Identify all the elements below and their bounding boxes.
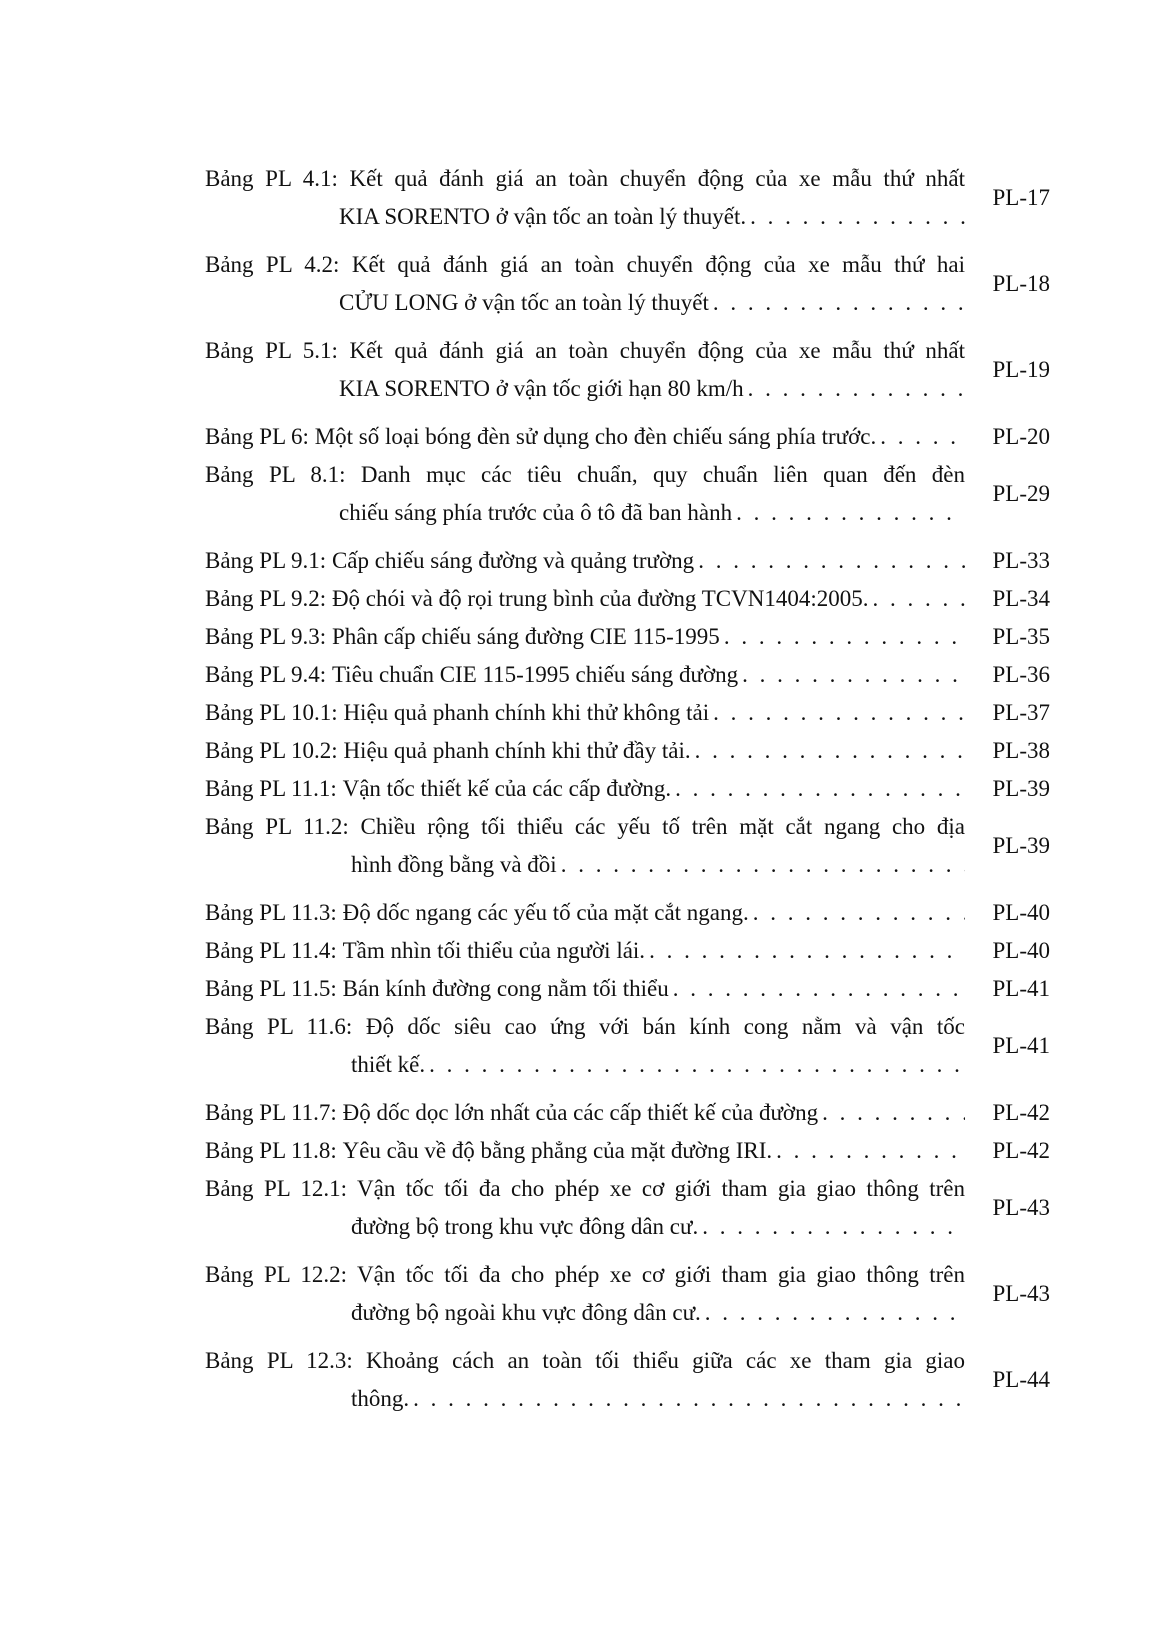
toc-entry[interactable]: [205, 1008, 1050, 1084]
leader-dots: [880, 418, 965, 456]
toc-entry-page: PL-33: [992, 548, 1050, 573]
leader-dots: [713, 284, 965, 322]
leader-dots: [695, 732, 965, 770]
toc-entry-page: PL-35: [992, 624, 1050, 649]
toc-entry-page: PL-19: [992, 357, 1050, 382]
toc-entry[interactable]: [205, 618, 1050, 656]
toc-entry[interactable]: [205, 418, 1050, 456]
toc-entry-label: Bảng PL 11.3:: [205, 900, 337, 925]
toc-entry-title-cont: đường bộ trong khu vực đông dân cư.: [351, 1214, 699, 1239]
toc-entry-line: [205, 1132, 965, 1170]
toc-entry-text: [205, 160, 965, 236]
toc-entry-continuation: [205, 1046, 965, 1084]
leader-dots: [736, 494, 965, 532]
toc-entry-page: PL-36: [992, 662, 1050, 687]
toc-entry-page: PL-40: [992, 900, 1050, 925]
toc-entry-page: PL-40: [992, 938, 1050, 963]
toc-entry-continuation: [205, 494, 965, 532]
toc-entry-title: Cấp chiếu sáng đường và quảng trường: [331, 548, 695, 573]
toc-entry-label: Bảng PL 12.1:: [205, 1176, 347, 1201]
toc-entry-first-line: [205, 1256, 965, 1294]
toc-entry-title: Vận tốc tối đa cho phép xe cơ giới tham gia giao thông trên: [357, 1176, 965, 1201]
toc-entry-first-line: [205, 1342, 965, 1380]
toc-entry-label: Bảng PL 11.2:: [205, 814, 349, 839]
toc-entry-text: [205, 542, 965, 580]
toc-entry-label: Bảng PL 11.6:: [205, 1014, 353, 1039]
toc-entry-title: Phân cấp chiếu sáng đường CIE 115-1995: [331, 624, 720, 649]
toc-entry-label: Bảng PL 11.8:: [205, 1138, 337, 1163]
toc-entry-continuation: [205, 284, 965, 322]
toc-entry-text: [205, 894, 965, 932]
leader-dots: [702, 1208, 965, 1246]
toc-entry[interactable]: [205, 1094, 1050, 1132]
toc-entry[interactable]: [205, 1342, 1050, 1418]
leader-dots: [742, 656, 965, 694]
leader-dots: [649, 932, 965, 970]
toc-entry[interactable]: [205, 160, 1050, 236]
toc-entry-text: [205, 456, 965, 532]
toc-entry-label: Bảng PL 11.1:: [205, 776, 337, 801]
toc-entry-text: [205, 694, 965, 732]
toc-entry[interactable]: [205, 732, 1050, 770]
toc-entry-page: PL-39: [992, 833, 1050, 858]
toc-entry-first-line: [205, 1008, 965, 1046]
toc-entry-text: [205, 580, 965, 618]
toc-entry[interactable]: [205, 542, 1050, 580]
toc-entry-text: [205, 1256, 965, 1332]
toc-entry-title-cont: thiết kế.: [351, 1052, 426, 1077]
toc-entry-line: [205, 656, 965, 694]
toc-entry-title: Độ chói và độ rọi trung bình của đường TCVN1404:2005.: [331, 586, 869, 611]
toc-entry-text: [205, 732, 965, 770]
toc-entry-continuation: [205, 1208, 965, 1246]
toc-entry-title: Hiệu quả phanh chính khi thử đầy tải.: [343, 738, 691, 763]
toc-entry-title-cont: KIA SORENTO ở vận tốc giới hạn 80 km/h: [339, 376, 744, 401]
toc-entry-text: [205, 970, 965, 1008]
toc-entry-label: Bảng PL 9.3:: [205, 624, 327, 649]
toc-entry-first-line: [205, 1170, 965, 1208]
leader-dots: [413, 1380, 965, 1418]
toc-entry[interactable]: [205, 246, 1050, 322]
toc-entry-page: PL-29: [992, 481, 1050, 506]
leader-dots: [705, 1294, 965, 1332]
toc-entry-text: [205, 1342, 965, 1418]
toc-entry-page: PL-39: [992, 776, 1050, 801]
toc-entry-first-line: [205, 456, 965, 494]
leader-dots: [724, 618, 965, 656]
toc-entry-line: [205, 970, 965, 1008]
toc-entry-first-line: [205, 332, 965, 370]
toc-entry-title-cont: KIA SORENTO ở vận tốc an toàn lý thuyết.: [339, 204, 747, 229]
toc-entry-title: Độ dốc siêu cao ứng với bán kính cong nằm và vận tốc: [365, 1014, 965, 1039]
toc-entry-title: Vận tốc thiết kế của các cấp đường.: [342, 776, 672, 801]
toc-entry[interactable]: [205, 808, 1050, 884]
toc-entry-line: [205, 932, 965, 970]
toc-entry-page: PL-18: [992, 271, 1050, 296]
toc-entry-line: [205, 1094, 965, 1132]
toc-entry[interactable]: [205, 1256, 1050, 1332]
toc-entry-continuation: [205, 1294, 965, 1332]
toc-entry-label: Bảng PL 9.1:: [205, 548, 327, 573]
toc-entry-title: Kết quả đánh giá an toàn chuyển động của xe mẫu thứ nhất: [349, 338, 965, 363]
toc-entry-page: PL-44: [992, 1367, 1050, 1392]
toc-entry[interactable]: [205, 456, 1050, 532]
toc-entry-label: Bảng PL 4.2:: [205, 252, 340, 277]
toc-entry[interactable]: [205, 332, 1050, 408]
toc-entry[interactable]: [205, 894, 1050, 932]
toc-entry-label: Bảng PL 11.7:: [205, 1100, 337, 1125]
toc-entry-label: Bảng PL 11.5:: [205, 976, 337, 1001]
toc-entry-line: [205, 580, 965, 618]
toc-entry-text: [205, 1008, 965, 1084]
toc-entry[interactable]: [205, 1170, 1050, 1246]
table-of-contents: [205, 160, 1050, 1428]
leader-dots: [872, 580, 965, 618]
toc-entry-text: [205, 770, 965, 808]
toc-entry[interactable]: [205, 580, 1050, 618]
toc-entry-line: [205, 732, 965, 770]
toc-entry-label: Bảng PL 10.2:: [205, 738, 338, 763]
toc-entry-page: PL-37: [992, 700, 1050, 725]
toc-entry-line: [205, 418, 965, 456]
toc-entry-line: [205, 618, 965, 656]
toc-entry-label: Bảng PL 6:: [205, 424, 309, 449]
toc-entry-continuation: [205, 1380, 965, 1418]
toc-entry-label: Bảng PL 12.3:: [205, 1348, 353, 1373]
toc-entry[interactable]: [205, 694, 1050, 732]
toc-entry-text: [205, 418, 965, 456]
toc-entry-title-cont: CỬU LONG ở vận tốc an toàn lý thuyết: [339, 290, 709, 315]
toc-entry-page: PL-42: [992, 1100, 1050, 1125]
leader-dots: [698, 542, 965, 580]
toc-entry-label: Bảng PL 5.1:: [205, 338, 338, 363]
toc-entry-line: [205, 770, 965, 808]
toc-entry-page: PL-43: [992, 1195, 1050, 1220]
toc-entry-line: [205, 894, 965, 932]
leader-dots: [713, 694, 965, 732]
toc-entry-title: Một số loại bóng đèn sử dụng cho đèn chiếu sáng phía trước.: [314, 424, 877, 449]
toc-entry-title: Vận tốc tối đa cho phép xe cơ giới tham gia giao thông trên: [357, 1262, 965, 1287]
toc-entry-continuation: [205, 198, 965, 236]
toc-entry-label: Bảng PL 10.1:: [205, 700, 338, 725]
toc-entry-text: [205, 618, 965, 656]
toc-entry[interactable]: [205, 656, 1050, 694]
toc-entry-label: Bảng PL 9.2:: [205, 586, 327, 611]
toc-entry-title: Kết quả đánh giá an toàn chuyển động của xe mẫu thứ hai: [351, 252, 965, 277]
toc-entry[interactable]: [205, 970, 1050, 1008]
toc-entry-text: [205, 332, 965, 408]
toc-entry-title: Kết quả đánh giá an toàn chuyển động của xe mẫu thứ nhất: [349, 166, 965, 191]
toc-entry-label: Bảng PL 4.1:: [205, 166, 338, 191]
toc-entry-label: Bảng PL 9.4:: [205, 662, 327, 687]
toc-entry-text: [205, 808, 965, 884]
toc-entry-text: [205, 1094, 965, 1132]
toc-entry-title-cont: đường bộ ngoài khu vực đông dân cư.: [351, 1300, 701, 1325]
toc-entry-title-cont: thông.: [351, 1386, 410, 1411]
leader-dots: [748, 370, 965, 408]
leader-dots: [750, 198, 965, 236]
toc-entry-line: [205, 694, 965, 732]
toc-entry-label: Bảng PL 8.1:: [205, 462, 346, 487]
toc-entry-page: PL-34: [992, 586, 1050, 611]
toc-entry-title: Độ dốc ngang các yếu tố của mặt cắt ngang.: [342, 900, 749, 925]
toc-entry-continuation: [205, 370, 965, 408]
toc-entry[interactable]: [205, 1132, 1050, 1170]
toc-entry-title: Tiêu chuẩn CIE 115-1995 chiếu sáng đường: [331, 662, 739, 687]
toc-entry-title-cont: chiếu sáng phía trước của ô tô đã ban hành: [339, 500, 733, 525]
toc-entry-continuation: [205, 846, 965, 884]
toc-entry-page: PL-38: [992, 738, 1050, 763]
toc-entry-text: [205, 246, 965, 322]
toc-entry[interactable]: [205, 932, 1050, 970]
toc-entry-first-line: [205, 808, 965, 846]
leader-dots: [822, 1094, 965, 1132]
leader-dots: [675, 770, 965, 808]
leader-dots: [753, 894, 965, 932]
toc-entry-title: Danh mục các tiêu chuẩn, quy chuẩn liên quan đến đèn: [360, 462, 965, 487]
toc-entry-page: PL-41: [992, 976, 1050, 1001]
toc-entry-text: [205, 1170, 965, 1246]
leader-dots: [673, 970, 965, 1008]
toc-entry-title: Chiều rộng tối thiểu các yếu tố trên mặt cắt ngang cho địa: [360, 814, 965, 839]
leader-dots: [429, 1046, 965, 1084]
toc-entry-text: [205, 656, 965, 694]
toc-entry-first-line: [205, 246, 965, 284]
toc-entry-title: Hiệu quả phanh chính khi thử không tải: [343, 700, 710, 725]
toc-entry-page: PL-41: [992, 1033, 1050, 1058]
leader-dots: [776, 1132, 965, 1170]
toc-entry-title: Bán kính đường cong nằm tối thiểu: [342, 976, 669, 1001]
toc-entry-text: [205, 1132, 965, 1170]
toc-entry-title: Yêu cầu về độ bằng phẳng của mặt đường IRI.: [342, 1138, 773, 1163]
toc-entry-text: [205, 932, 965, 970]
toc-entry-label: Bảng PL 11.4:: [205, 938, 337, 963]
toc-entry[interactable]: [205, 770, 1050, 808]
leader-dots: [561, 846, 965, 884]
toc-entry-label: Bảng PL 12.2:: [205, 1262, 347, 1287]
toc-entry-line: [205, 542, 965, 580]
toc-entry-title: Độ dốc dọc lớn nhất của các cấp thiết kế của đường: [342, 1100, 819, 1125]
toc-entry-page: PL-43: [992, 1281, 1050, 1306]
toc-entry-page: PL-17: [992, 185, 1050, 210]
toc-entry-first-line: [205, 160, 965, 198]
toc-entry-title: Tầm nhìn tối thiểu của người lái.: [342, 938, 646, 963]
toc-entry-title: Khoảng cách an toàn tối thiểu giữa các xe tham gia giao: [365, 1348, 965, 1373]
toc-entry-page: PL-42: [992, 1138, 1050, 1163]
toc-entry-page: PL-20: [992, 424, 1050, 449]
toc-entry-title-cont: hình đồng bằng và đồi: [351, 852, 557, 877]
